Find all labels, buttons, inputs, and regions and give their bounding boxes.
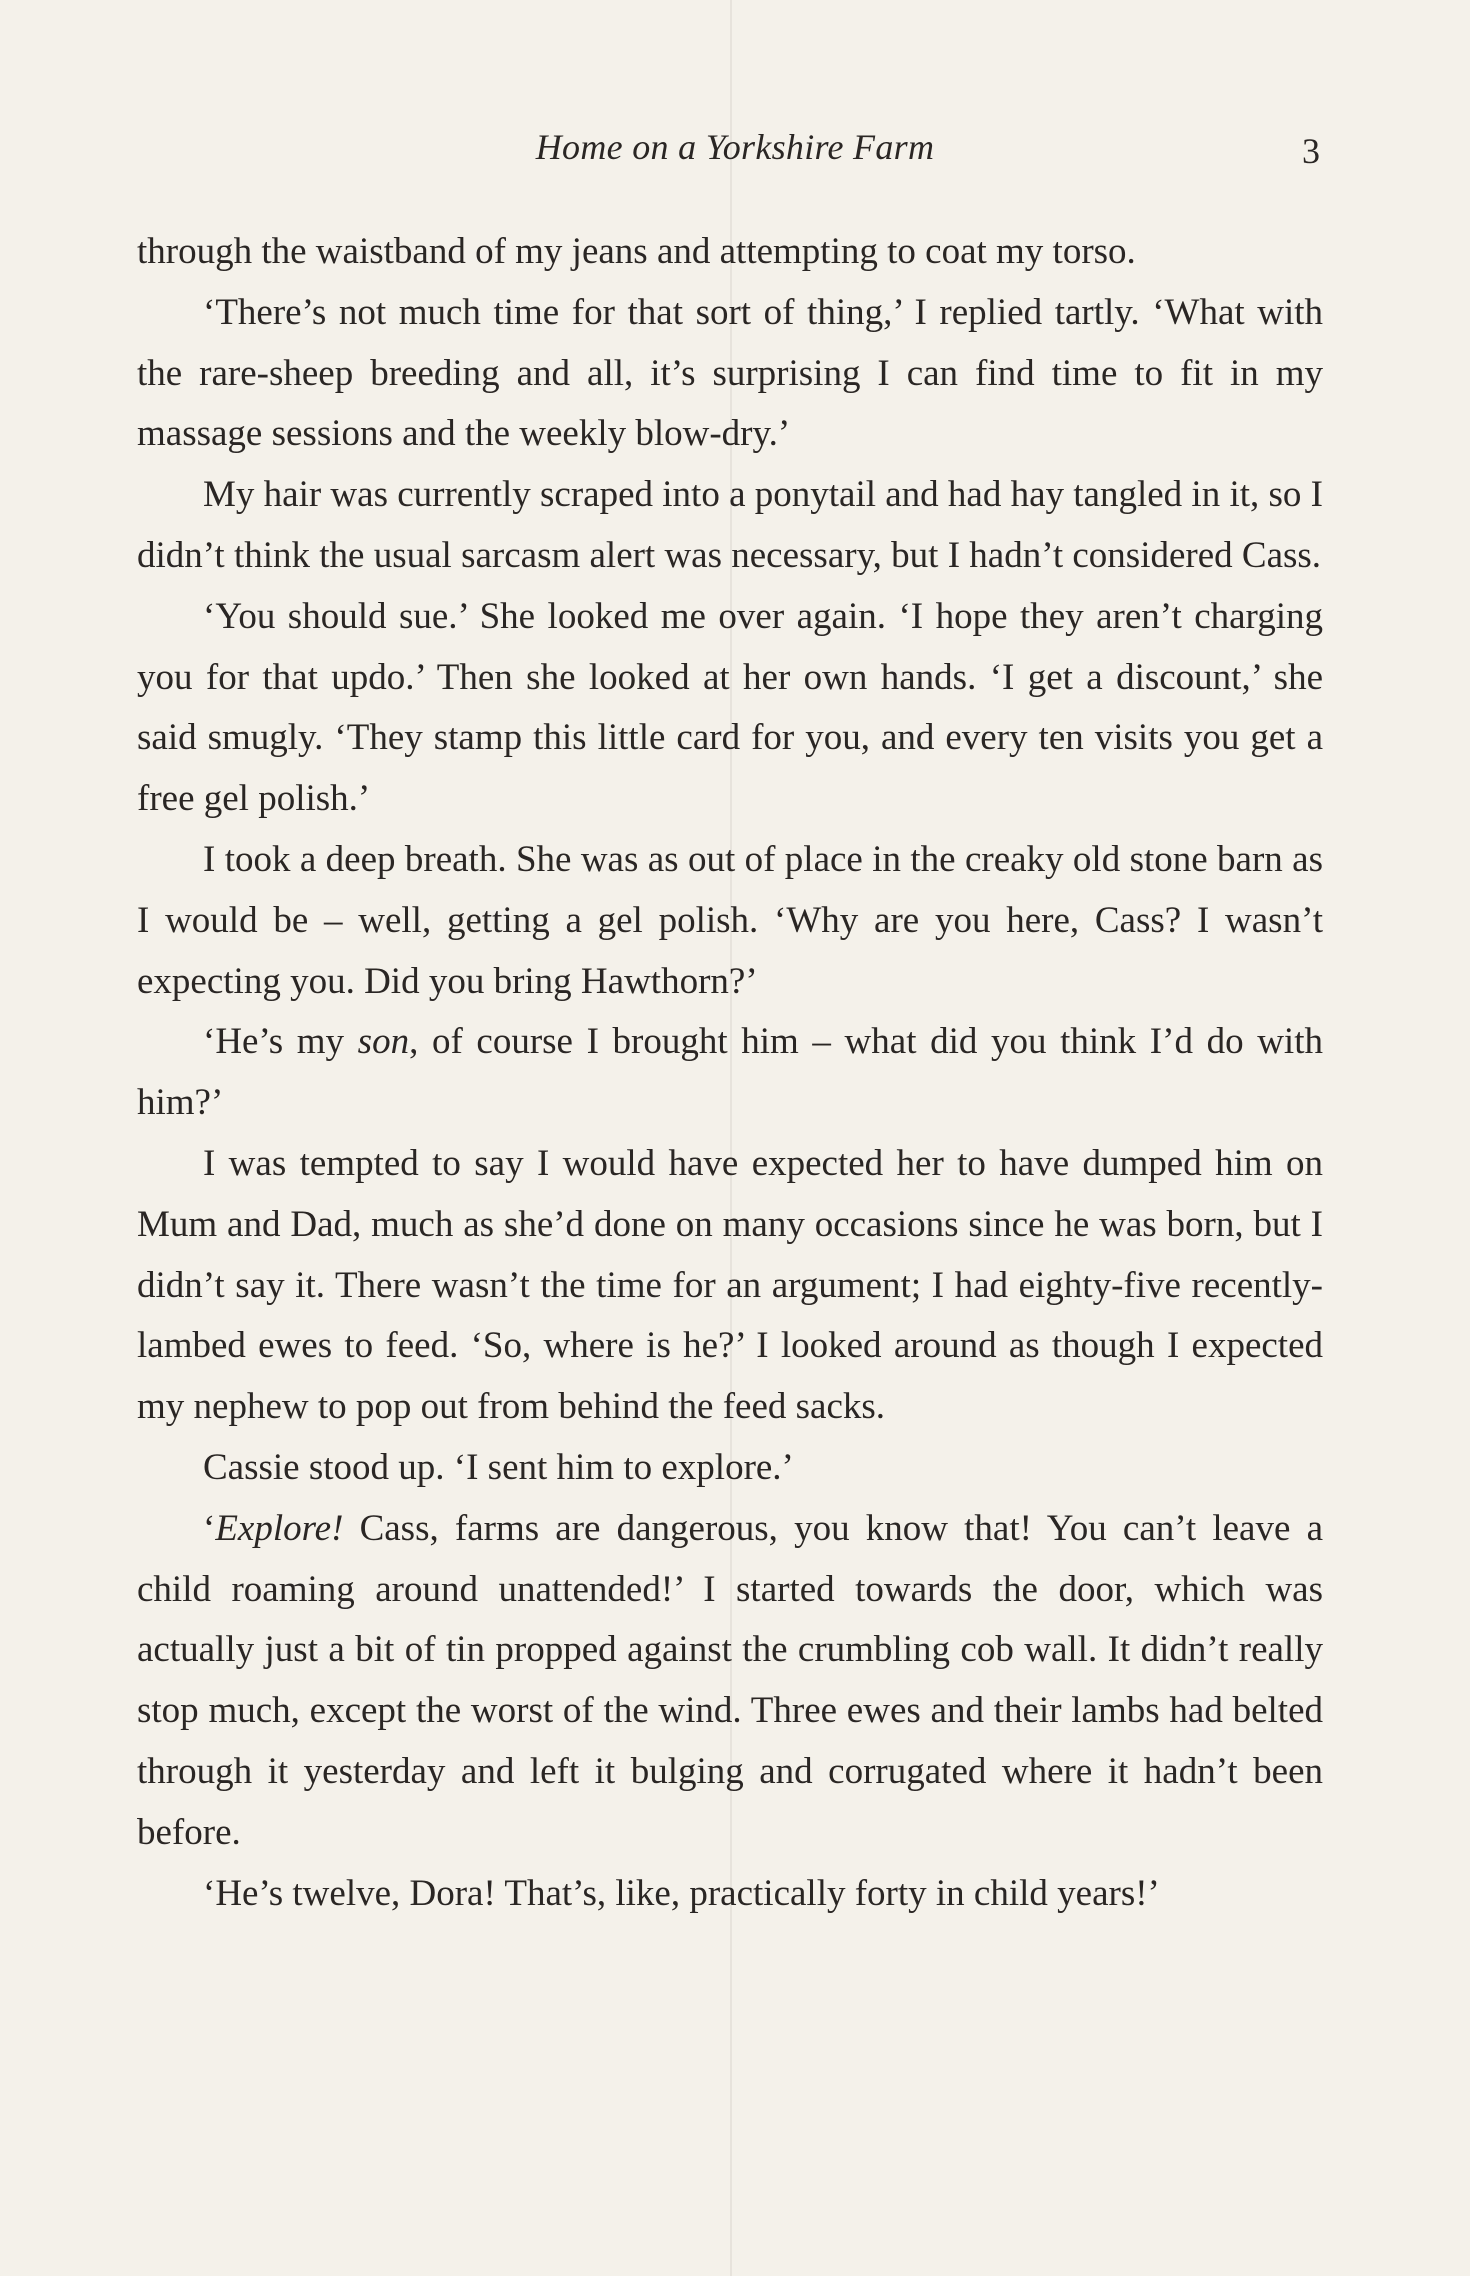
body-text (137, 222, 1323, 1924)
paragraph-text: ‘He’s my (203, 1021, 358, 1063)
paragraph-text: Cass, farms are dangerous, you know that! You can’t leave a child roaming around unattended!’ I started towards the door, which was actually just a bit of tin propped against the crumbling cob wall. It didn’t really stop much, except the worst of the wind. Three ewes and their lambs had belted through it yesterday and left it bulging and corrugated where it hadn’t been before. (137, 1507, 1323, 1853)
paragraph: ‘There’s not much time for that sort of thing,’ I replied tartly. ‘What with the rare-sheep breeding and all, it’s surprising I can find time to fit in my massage sessions and the weekly blow-dry.’ (137, 291, 1323, 455)
emphasis-text: Explore! (215, 1507, 344, 1549)
paragraph (137, 1012, 1323, 1134)
paragraph: through the waistband of my jeans and attempting to coat my torso. (137, 231, 1136, 272)
paragraph (137, 1499, 1323, 1864)
emphasis-text: son (357, 1021, 410, 1063)
paragraph: ‘You should sue.’ She looked me over again. ‘I hope they aren’t charging you for that updo.’ Then she looked at her own hands. ‘I get a discount,’ she said smugly. ‘They stamp this little card for you, and every ten visits you get a free gel polish.’ (137, 595, 1323, 820)
paragraph: I was tempted to say I would have expected her to have dumped him on Mum and Dad, much as she’d done on many occasions since he was born, but I didn’t say it. There wasn’t the time for an argument; I had eighty-five recently-lambed ewes to feed. ‘So, where is he?’ I looked around as though I expected my nephew to pop out from behind the feed sacks. (137, 1142, 1323, 1428)
page-number: 3 (1302, 131, 1320, 171)
paragraph: Cassie stood up. ‘I sent him to explore.’ (203, 1446, 794, 1488)
paragraph-text: ‘ (203, 1507, 216, 1549)
paragraph: I took a deep breath. She was as out of place in the creaky old stone barn as I would be – well, getting a gel polish. ‘Why are you here, Cass? I wasn’t expecting you. Did you bring Hawthorn?’ (137, 838, 1323, 1002)
paragraph: ‘He’s twelve, Dora! That’s, like, practically forty in child years!’ (203, 1872, 1160, 1914)
running-title: Home on a Yorkshire Farm (535, 127, 935, 167)
paragraph: My hair was currently scraped into a ponytail and had hay tangled in it, so I didn’t think the usual sarcasm alert was necessary, but I hadn’t considered Cass. (137, 474, 1323, 576)
running-head (0, 122, 1470, 172)
paragraph-text: , of course I brought him – what did you think I’d do with him?’ (137, 1021, 1323, 1124)
